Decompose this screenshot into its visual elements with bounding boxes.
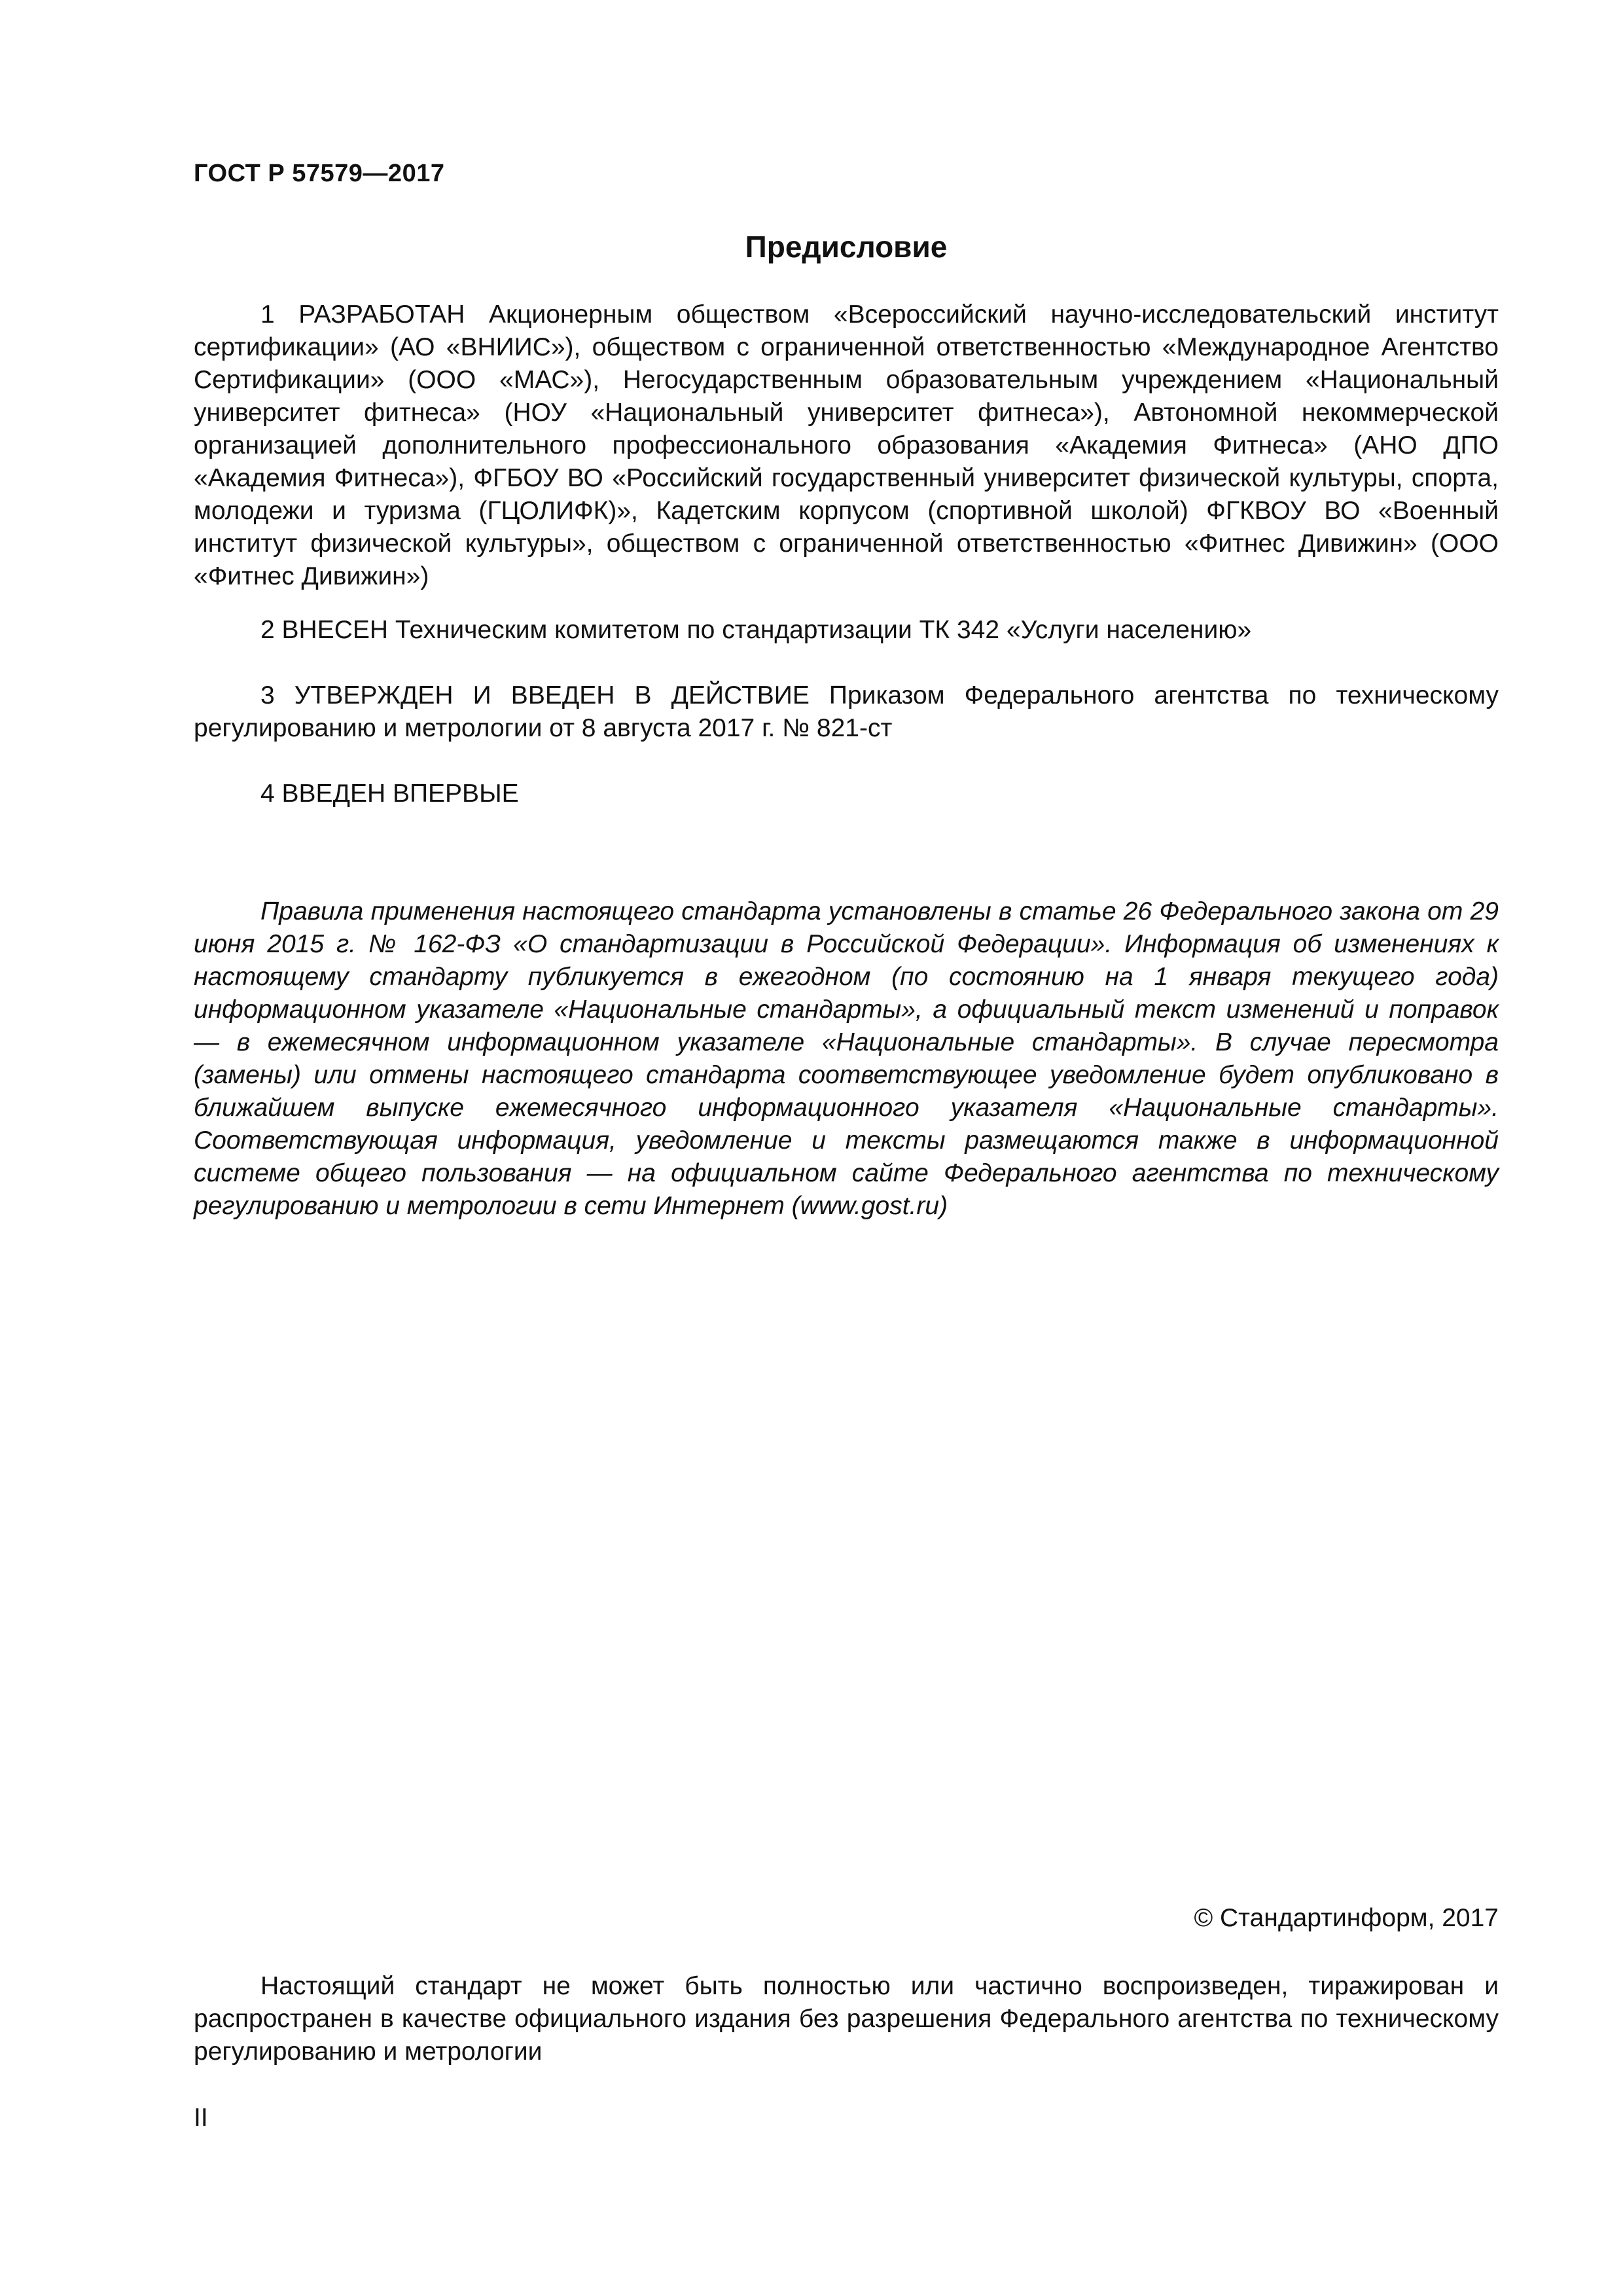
application-rules-notice xyxy=(194,895,1499,1223)
notice-text: Правила применения настоящего стандарта установлены в статье 26 Федерального закона от 29 июня 2015 г. № 162-ФЗ «О стандартизации в Российской Федерации». Информация об изменениях к настоящему стандарту публикуется в ежегодном (по состоянию на 1 января текущего года) информационном указателе «Национальные стандарты», а официальный текст изменений и поправок — в ежемесячном информационном указателе «Национальные стандарты». В случае пересмотра (замены) или отмены настоящего стандарта соответствующее уведомление будет опубликовано в ближайшем выпуске ежемесячного информационного указателя «Национальные стандарты». Соответствующая информация, уведомление и тексты размещаются также в информационной системе общего пользования — на официальном сайте Федерального агентства по техническому регулированию и метрологии в сети Интернет (www.gost.ru) xyxy=(194,897,1499,1220)
paragraph-text: 4 ВВЕДЕН ВПЕРВЫЕ xyxy=(260,780,519,808)
reproduction-text: Настоящий стандарт не может быть полностью или частично воспроизведен, тиражирован и распространен в качестве официального издания без разрешения Федерального агентства по техническому регулированию и метрологии xyxy=(194,1972,1499,2066)
reproduction-notice xyxy=(194,1970,1499,2068)
page-title: Предисловие xyxy=(745,230,948,264)
paragraph-text: 1 РАЗРАБОТАН Акционерным обществом «Всероссийский научно-исследовательский институт сертификации» (АО «ВНИИС»), обществом с ограниченной ответственностью «Международное Агентство Сертификации» (ООО «МАС»), Негосударственным образовательным учреждением «Национальный университет фитнеса» (НОУ «Национальный университет фитнеса»), Автономной некоммерческой организацией дополнительного профессионального образования «Академия Фитнеса» (АНО ДПО «Академия Фитнеса»), ФГБОУ ВО «Российский государственный университет физической культуры, спорта, молодежи и туризма (ГЦОЛИФК)», Кадетским корпусом (спортивной школой) ФГКВОУ ВО «Военный институт физической культуры», обществом с ограниченной ответственностью «Фитнес Дивижин» (ООО «Фитнес Дивижин») xyxy=(194,300,1499,590)
paragraph-approved xyxy=(194,679,1499,745)
copyright-line: © Стандартинформ, 2017 xyxy=(1194,1904,1499,1932)
paragraph-text: 3 УТВЕРЖДЕН И ВВЕДЕН В ДЕЙСТВИЕ Приказом Федерального агентства по техническому регулированию и метрологии от 8 августа 2017 г. № 821-ст xyxy=(194,681,1499,742)
paragraph-introduced xyxy=(194,778,1499,810)
paragraph-submitted-by xyxy=(194,614,1499,647)
page-number: II xyxy=(194,2104,208,2132)
standard-code-header: ГОСТ Р 57579—2017 xyxy=(194,160,445,187)
paragraph-text: 2 ВНЕСЕН Техническим комитетом по стандартизации ТК 342 «Услуги населению» xyxy=(260,616,1252,644)
paragraph-developed-by xyxy=(194,298,1499,593)
